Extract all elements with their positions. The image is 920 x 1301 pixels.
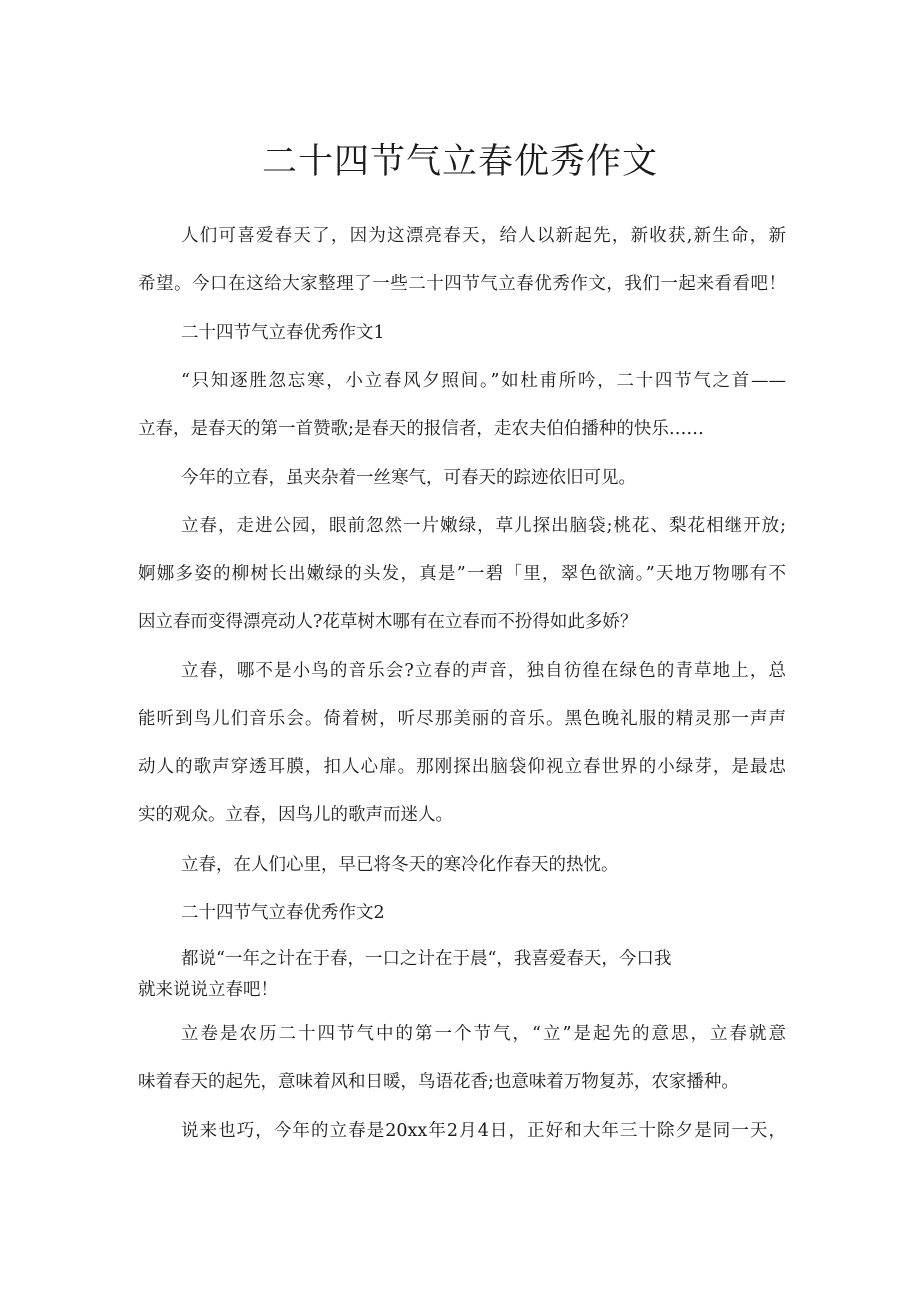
text-line: “只知逐胜忽忘寒，小立春风夕照间。”如杜甫所吟，二十四节气之首——: [181, 371, 786, 391]
text-line: 人们可喜爱春天了，因为这漂亮春天，给人以新起先，新收获,新生命，新: [181, 226, 786, 246]
essay1-paragraph-1: [138, 357, 786, 453]
essay1-paragraph-4: [138, 647, 786, 839]
essay2-heading-block: [138, 889, 786, 937]
text-line: 就来说说立春吧！: [138, 980, 278, 1000]
text-line: 立春，是春天的第一首赞歌;是春天的报信者，走农夫伯伯播种的快乐……: [138, 419, 704, 439]
text-line: 动人的歌声穿透耳膜，扣人心扉。那刚探出脑袋仰视立春世界的小绿芽，是最忠: [138, 757, 786, 777]
text-line: 希望。今口在这给大家整理了一些二十四节气立春优秀作文，我们一起来看看吧！: [138, 274, 786, 294]
essay1-heading-block: [138, 309, 786, 357]
essay2-heading: 二十四节气立春优秀作文2: [181, 903, 385, 923]
essay2-paragraph-2: [138, 1010, 786, 1106]
text-line: 味着春天的起先，意味着风和日暖，鸟语花香;也意味着万物复苏，农家播种。: [138, 1072, 739, 1092]
text-line: 因立春而变得漂亮动人?花草树木哪有在立春而不扮得如此多娇？: [138, 612, 638, 632]
text-line: 都说“一年之计在于春，一口之计在于晨“，我喜爱春天，今口我: [181, 949, 672, 969]
page-title: 二十四节气立春优秀作文: [261, 142, 658, 182]
essay2-paragraph-1: [138, 944, 786, 1006]
essay1-paragraph-2: [138, 454, 786, 502]
text-line: 立春，在人们心里，早已将冬天的寒冷化作春天的热忱。: [181, 855, 619, 875]
essay1-paragraph-5: [138, 841, 786, 889]
text-line: 今年的立春，虽夹杂着一丝寒气，可春天的踪迹依旧可见。: [181, 468, 636, 488]
text-line: 婀娜多姿的柳树长出嫩绿的头发，真是”一碧「里，翠色欲滴。”天地万物哪有不: [138, 564, 786, 584]
text-line: 立春，哪不是小鸟的音乐会?立春的声音，独自彷徨在绿色的青草地上，总: [181, 661, 786, 681]
essay1-paragraph-3: [138, 502, 786, 646]
intro-paragraph: [138, 212, 786, 308]
essay2-paragraph-3: [138, 1107, 786, 1155]
text-line: 立卷是农历二十四节气中的第一个节气，“立”是起先的意思，立春就意: [181, 1024, 786, 1044]
text-line: 能听到鸟儿们音乐会。倚着树，听尽那美丽的音乐。黑色晚礼服的精灵那一声声: [138, 709, 786, 729]
text-line: 说来也巧，今年的立春是20xx年2月4日，正好和大年三十除夕是同一天，: [181, 1121, 786, 1141]
text-line: 立春，走进公园，眼前忽然一片嫩绿，草儿探出脑袋;桃花、梨花相继开放;: [181, 516, 786, 536]
text-line: 实的观众。立春，因鸟儿的歌声而迷人。: [138, 805, 453, 825]
essay1-heading: 二十四节气立春优秀作文1: [181, 323, 385, 343]
